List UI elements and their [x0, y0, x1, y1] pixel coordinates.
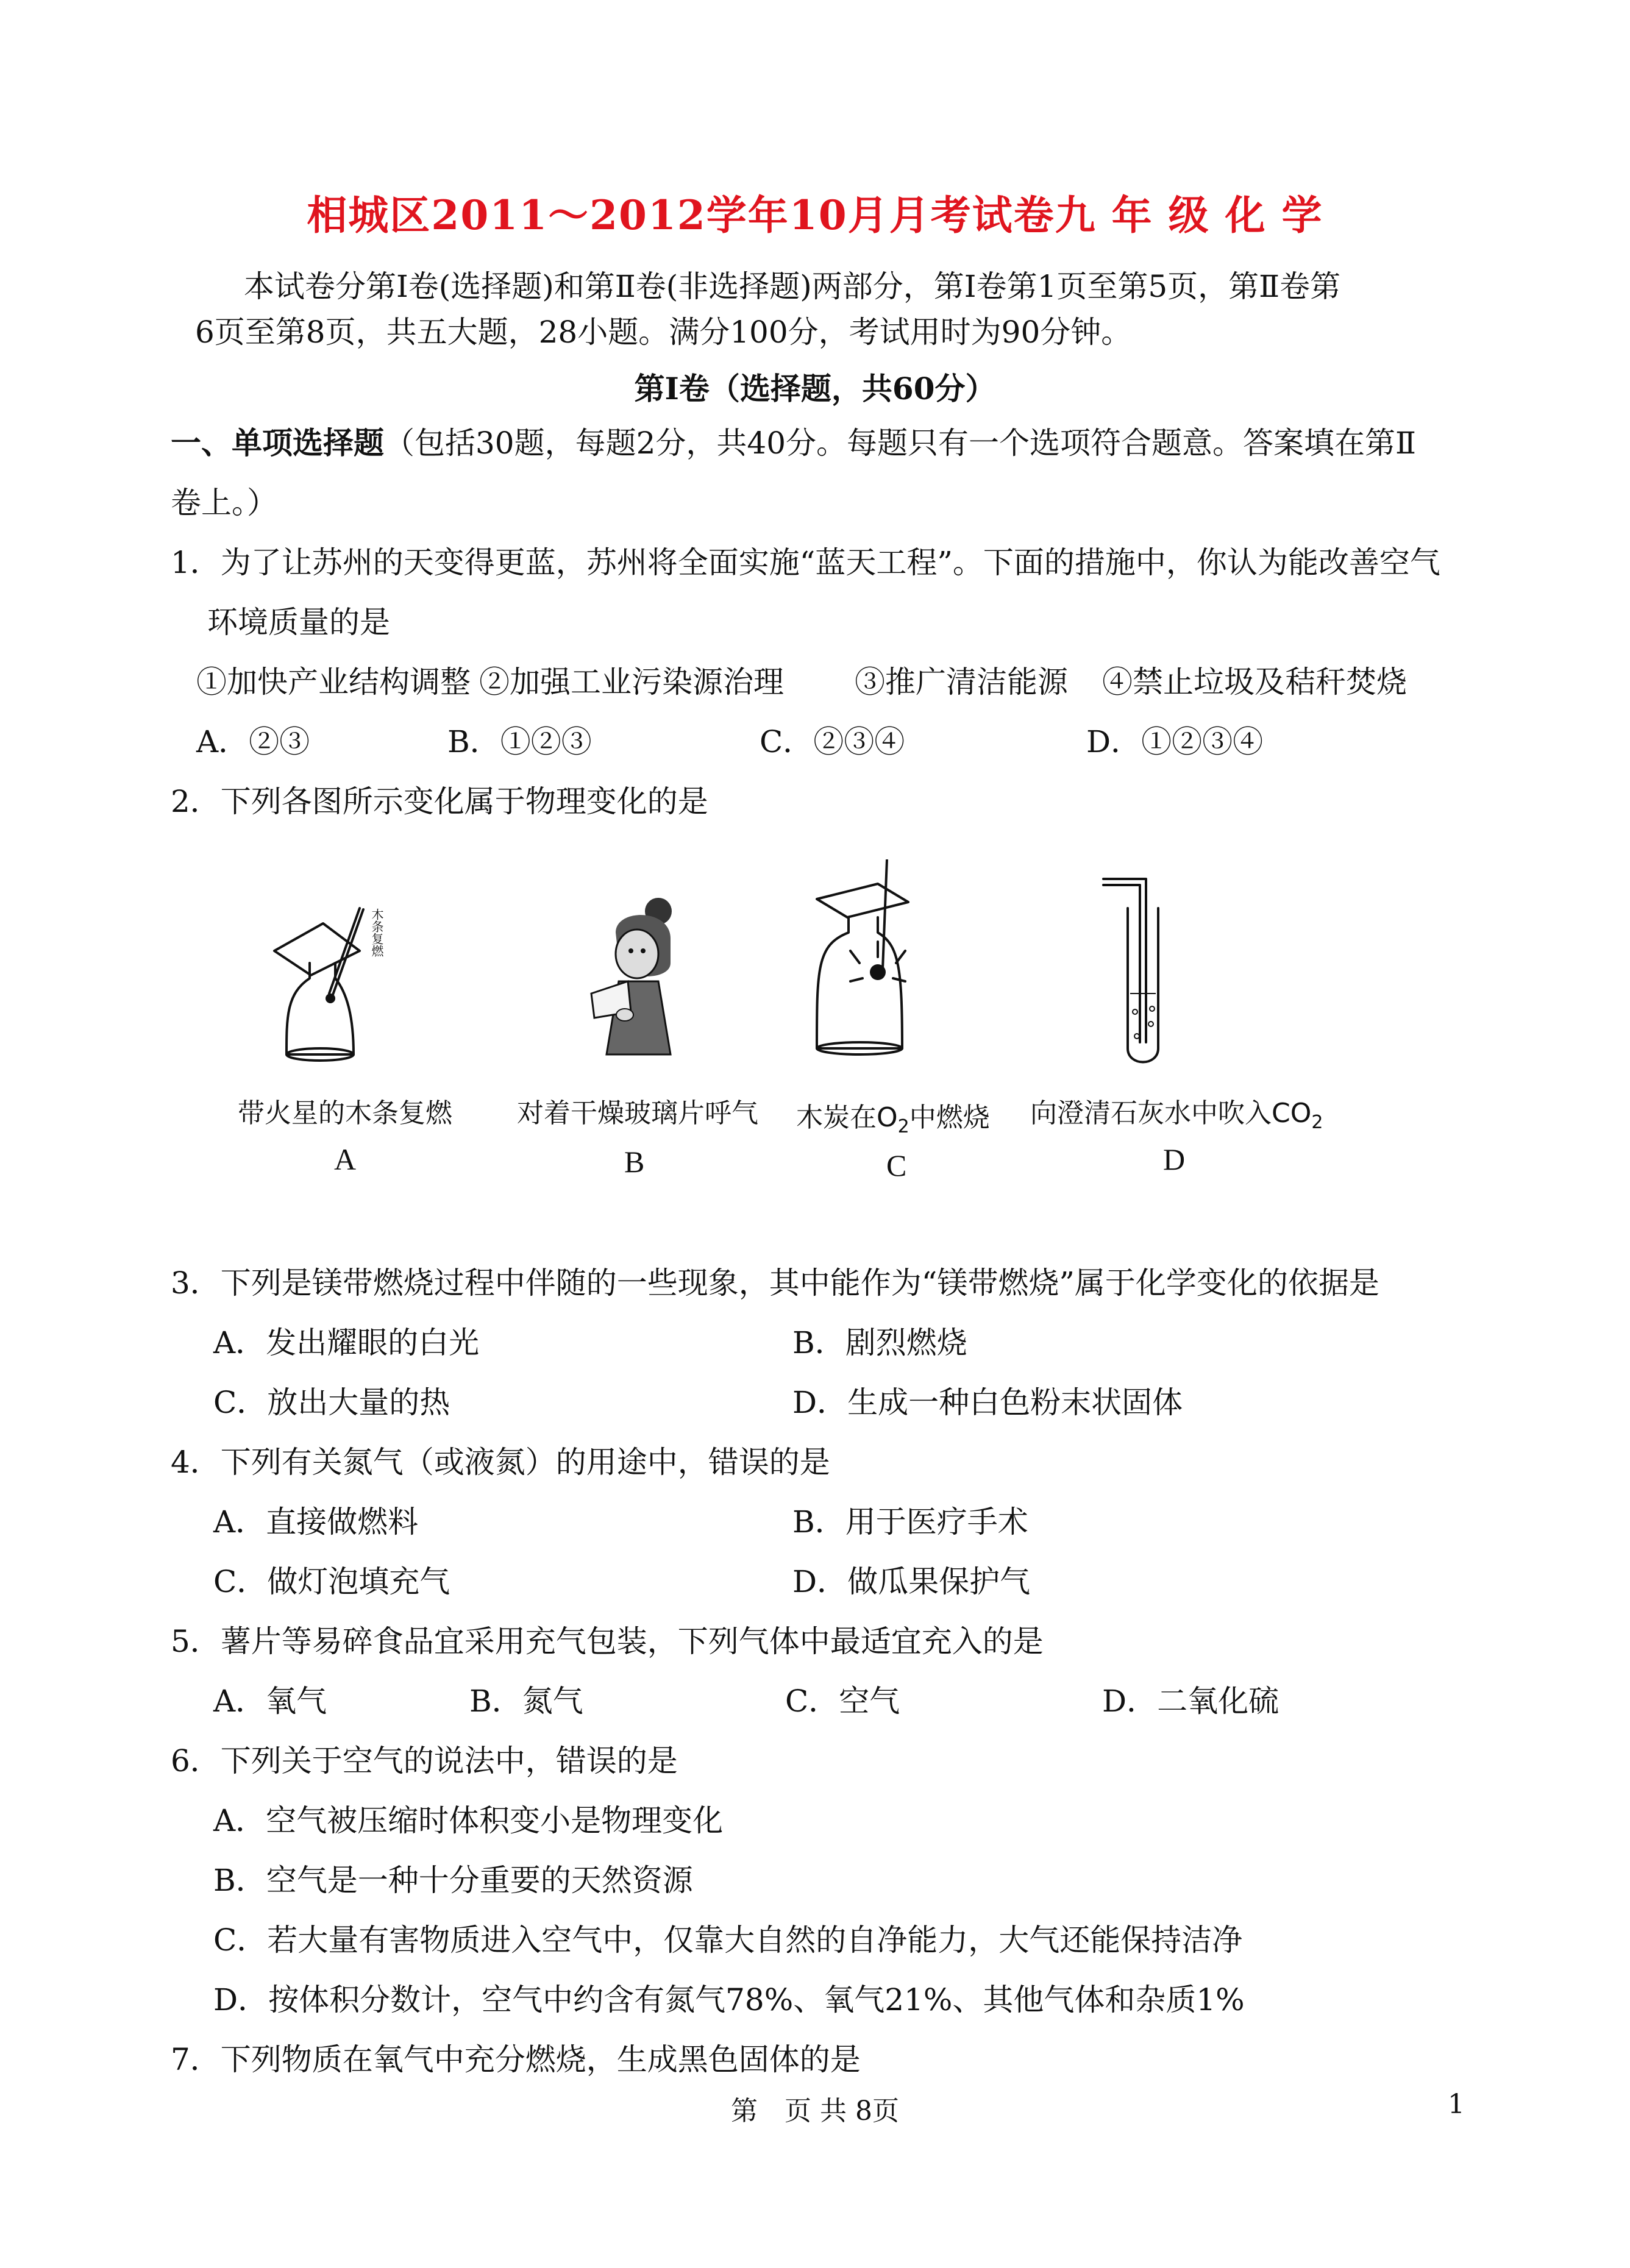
q7-stem: 7．下列物质在氧气中充分燃烧，生成黑色固体的是 — [171, 2042, 861, 2077]
footer-page-number: 1 — [1448, 2089, 1465, 2120]
figure-c-caption-sub: 2 — [897, 1115, 909, 1137]
part1-heading: 第Ⅰ卷（选择题，共60分） — [634, 371, 996, 407]
figure-d-caption — [1030, 1091, 1323, 1133]
q3-option-b[interactable]: B．剧烈燃烧 — [792, 1325, 967, 1360]
q4-option-a[interactable]: A．直接做燃料 — [213, 1504, 419, 1540]
section1-desc: （包括30题，每题2分，共40分。每题只有一个选项符合题意。答案填在第Ⅱ — [384, 425, 1417, 461]
q5-option-b[interactable]: B．氮气 — [469, 1683, 583, 1719]
q1-stem-line2: 环境质量的是 — [207, 605, 390, 640]
q4-stem: 4．下列有关氮气（或液氮）的用途中，错误的是 — [171, 1445, 830, 1480]
q6-option-a[interactable]: A．空气被压缩时体积变小是物理变化 — [213, 1803, 724, 1838]
q6-option-d[interactable]: D．按体积分数计，空气中约含有氮气78%、氧气21%、其他气体和杂质1% — [213, 1982, 1245, 2017]
section1-header — [171, 425, 1417, 461]
q4-option-d[interactable]: D．做瓜果保护气 — [792, 1564, 1031, 1599]
q1-option-b[interactable]: B．①②③ — [447, 724, 592, 759]
figure-c-letter[interactable]: C — [886, 1148, 907, 1182]
figure-d-caption-sub: 2 — [1311, 1111, 1323, 1133]
figure-c-caption-post: 中燃烧 — [909, 1102, 990, 1133]
figure-d-caption-pre: 向澄清石灰水中吹入CO — [1030, 1098, 1312, 1129]
q4-option-b[interactable]: B．用于医疗手术 — [792, 1504, 1028, 1540]
figure-d-letter[interactable]: D — [1163, 1142, 1186, 1176]
section1-desc-line2: 卷上。） — [171, 485, 277, 521]
figure-b-caption: 对着干燥玻璃片呼气 — [517, 1098, 758, 1129]
q1-measure: ①加快产业结构调整 — [196, 664, 471, 700]
q3-option-c[interactable]: C．放出大量的热 — [213, 1385, 450, 1420]
q4-option-c[interactable]: C．做灯泡填充气 — [213, 1564, 450, 1599]
q3-option-a[interactable]: A．发出耀眼的白光 — [213, 1325, 480, 1360]
q5-option-a[interactable]: A．氧气 — [213, 1683, 327, 1719]
figure-c-caption — [796, 1095, 990, 1137]
q5-option-d[interactable]: D．二氧化硫 — [1102, 1683, 1279, 1719]
q3-option-d[interactable]: D．生成一种白色粉末状固体 — [792, 1385, 1183, 1420]
figure-a-splint-flask-image — [268, 853, 415, 1073]
q6-option-b[interactable]: B．空气是一种十分重要的天然资源 — [213, 1863, 693, 1898]
q6-stem: 6．下列关于空气的说法中，错误的是 — [171, 1743, 678, 1779]
q1-option-c[interactable]: C．②③④ — [760, 724, 905, 759]
q2-stem: 2．下列各图所示变化属于物理变化的是 — [171, 784, 708, 819]
figure-b-girl-breathing-image — [579, 890, 701, 1073]
figure-c-caption-pre: 木炭在O — [796, 1102, 898, 1133]
figure-a-letter[interactable]: A — [334, 1142, 357, 1176]
page-title: 相城区2011～2012学年10月月考试卷九 年 级 化 学 — [307, 191, 1323, 239]
q1-measure: ④禁止垃圾及秸秆焚烧 — [1102, 664, 1407, 700]
q1-stem-line1: 1．为了让苏州的天变得更蓝，苏州将全面实施“蓝天工程”。下面的措施中，你认为能改善空气 — [171, 545, 1440, 580]
q5-option-c[interactable]: C．空气 — [785, 1683, 900, 1719]
q5-stem: 5．薯片等易碎食品宜采用充气包装，下列气体中最适宜充入的是 — [171, 1624, 1044, 1659]
q6-option-c[interactable]: C．若大量有害物质进入空气中，仅靠大自然的自净能力，大气还能保持洁净 — [213, 1922, 1243, 1958]
q1-option-d[interactable]: D．①②③④ — [1086, 724, 1264, 759]
intro-line-1: 本试卷分第Ⅰ卷(选择题)和第Ⅱ卷(非选择题)两部分，第Ⅰ卷第1页至第5页，第Ⅱ卷第 — [244, 269, 1341, 304]
q1-measure: ③推广清洁能源 — [855, 664, 1068, 700]
intro-line-2: 6页至第8页，共五大题，28小题。满分100分，考试用时为90分钟。 — [195, 315, 1132, 350]
figure-b-letter[interactable]: B — [624, 1145, 645, 1179]
section1-label: 一、单项选择题 — [171, 425, 384, 461]
q1-option-a[interactable]: A．②③ — [196, 724, 310, 759]
q1-measure: ②加强工业污染源治理 — [479, 664, 784, 700]
figure-a-caption: 带火星的木条复燃 — [238, 1098, 452, 1129]
q3-stem: 3．下列是镁带燃烧过程中伴随的一些现象，其中能作为“镁带燃烧”属于化学变化的依据是 — [171, 1265, 1379, 1301]
figure-c-charcoal-burning-image — [792, 859, 939, 1067]
figure-d-test-tube-image — [1097, 872, 1195, 1073]
footer-page-info: 第 页 共 8页 — [731, 2096, 899, 2127]
figure-a-label: 木条复燃 — [369, 908, 384, 957]
